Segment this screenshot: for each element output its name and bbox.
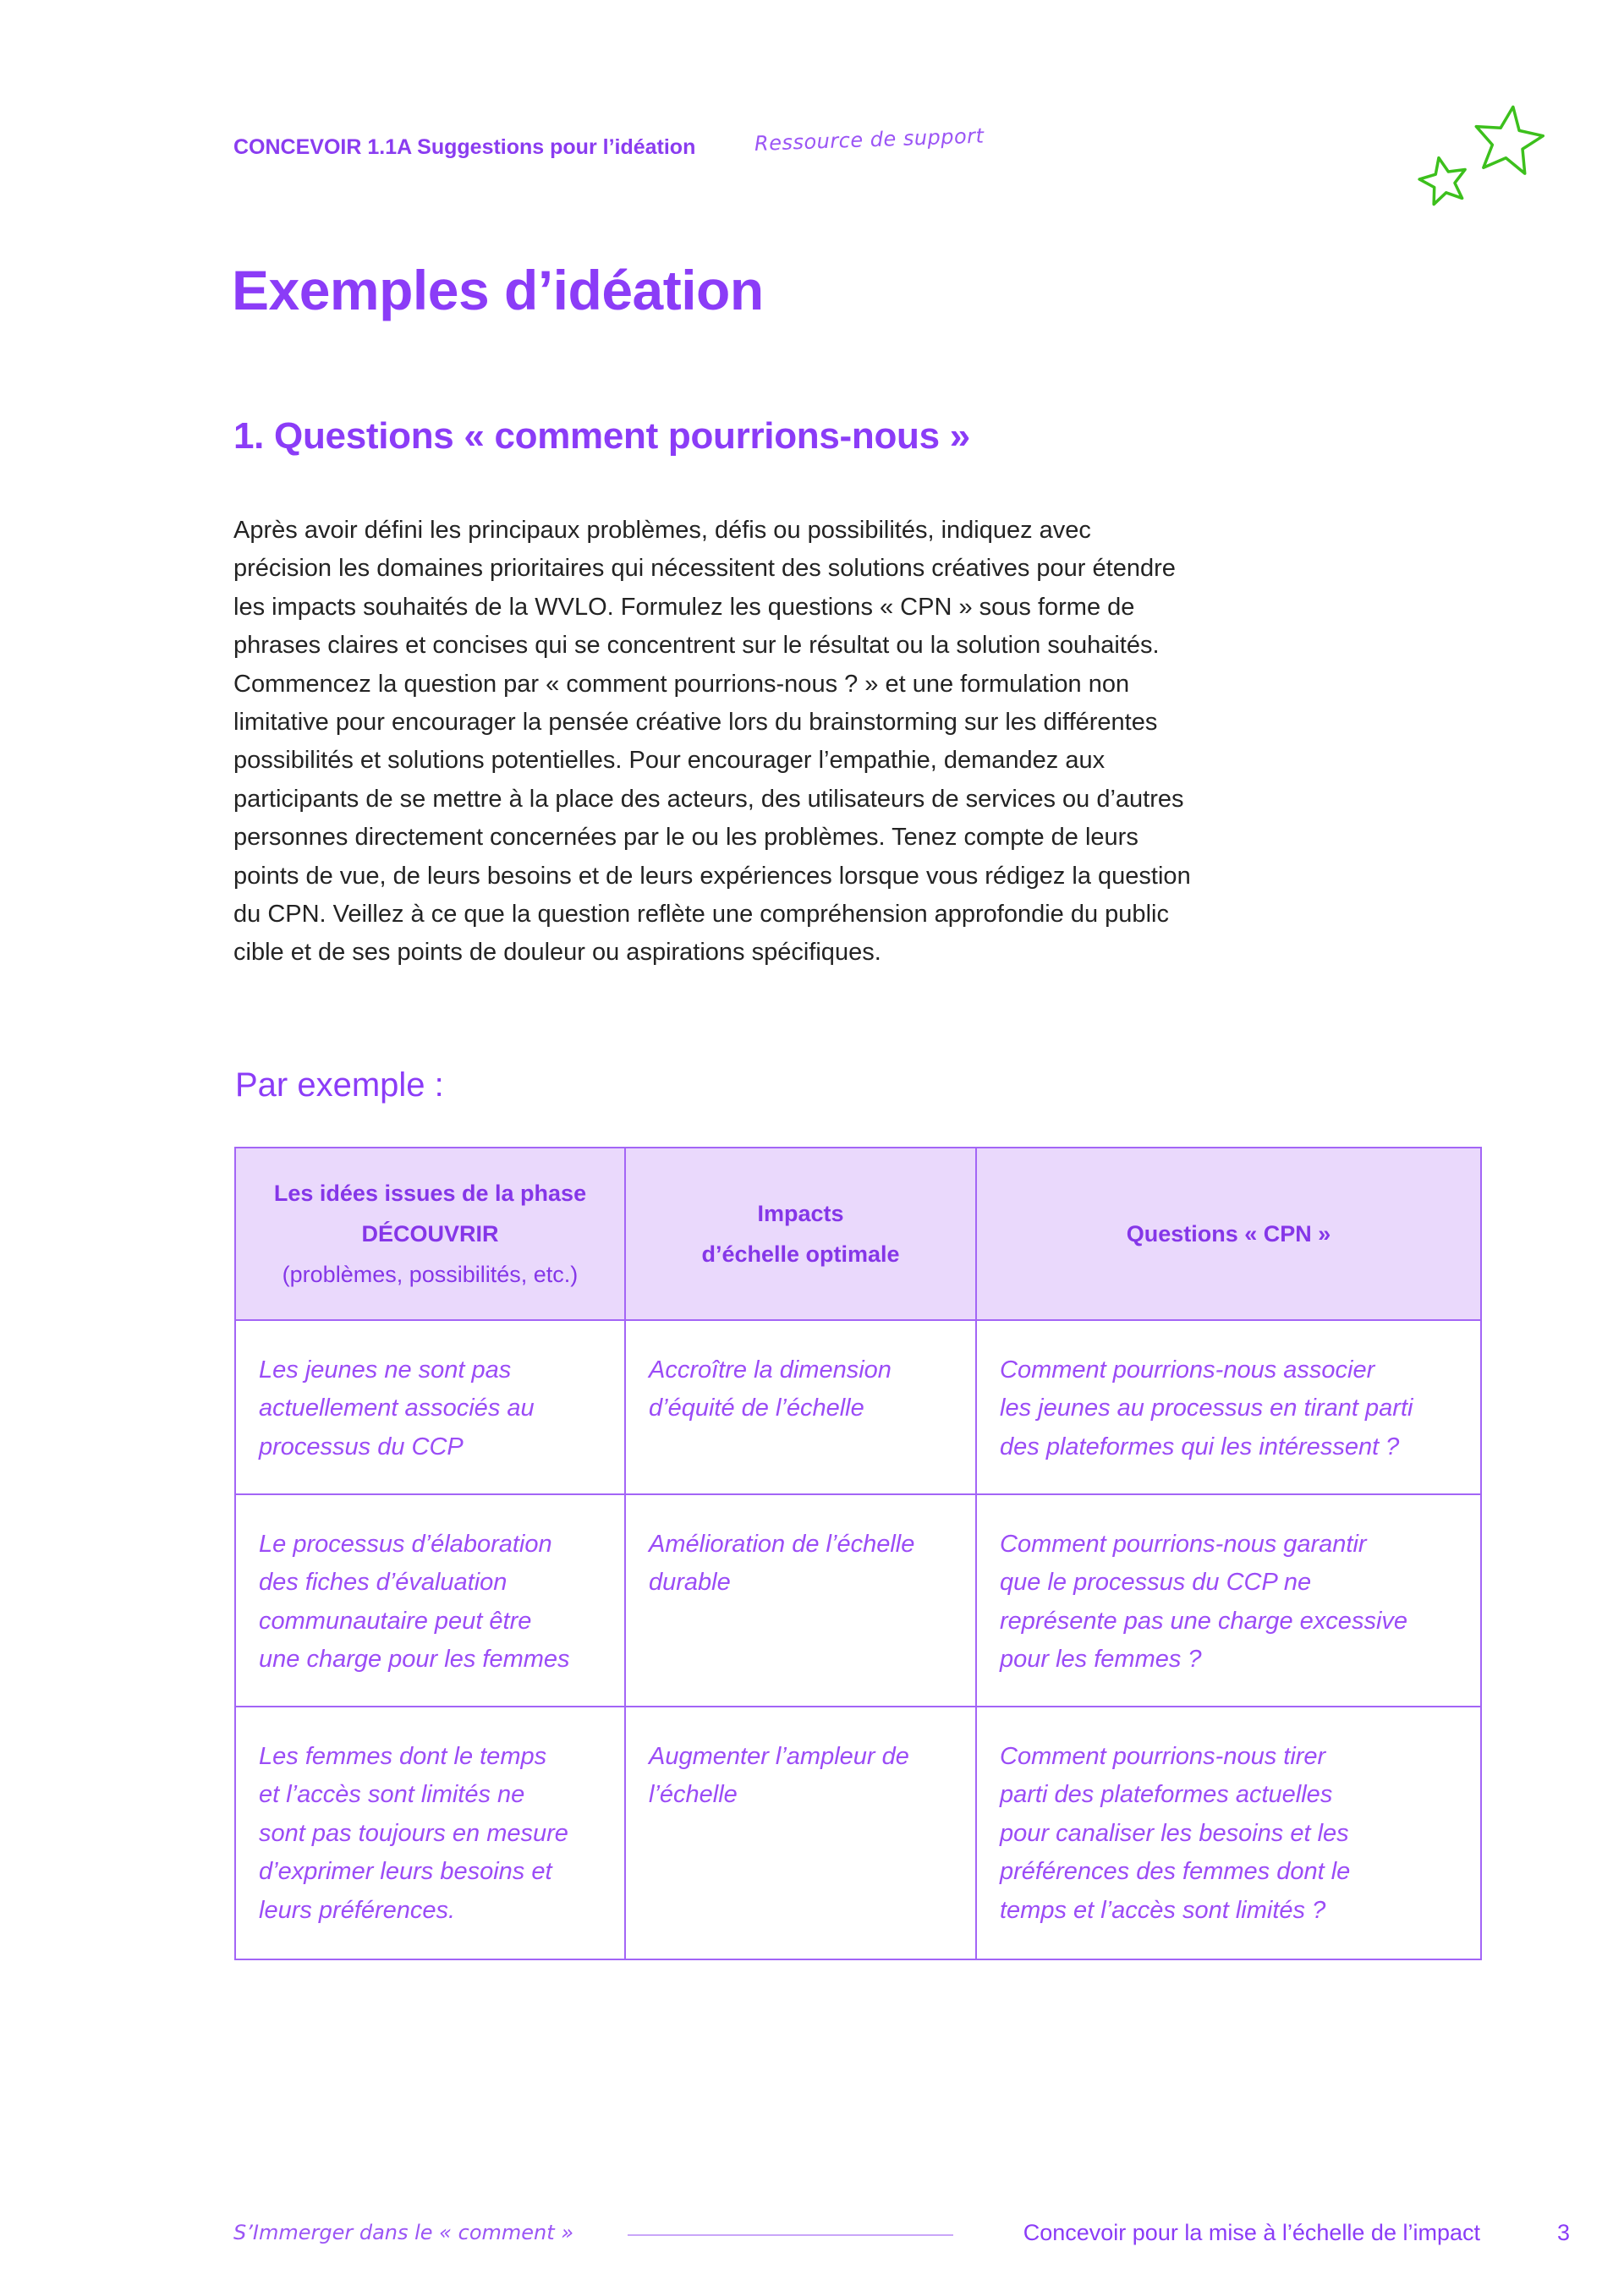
cell-line: Comment pourrions-nous associer (1000, 1356, 1375, 1384)
cell-line: Comment pourrions-nous tirer (1000, 1743, 1326, 1770)
section-body (233, 512, 1191, 973)
body-line: points de vue, de leurs besoins et de leurs expériences lorsque vous rédigez la question (233, 862, 1191, 890)
body-line: précision les domaines prioritaires qui nécessitent des solutions créatives pour étendre (233, 555, 1176, 583)
body-line: possibilités et solutions potentielles. Pour encourager l’empathie, demandez aux (233, 747, 1106, 775)
header-line: Impacts (757, 1201, 844, 1226)
cell-line: pour les femmes ? (1000, 1646, 1202, 1674)
cell-line: actuellement associés au (259, 1395, 535, 1422)
table-row (235, 1494, 1481, 1707)
footer-section-tag: S’Immerger dans le « comment » (233, 2221, 574, 2244)
cell-line: Comment pourrions-nous garantir (1000, 1531, 1367, 1558)
cell-idea (235, 1494, 625, 1707)
table-row (235, 1320, 1481, 1494)
header-line: Les idées issues de la phase (273, 1181, 587, 1206)
header-cell-impacts (625, 1148, 976, 1320)
cell-line: temps et l’accès sont limités ? (1000, 1896, 1326, 1924)
table-header-row (235, 1148, 1481, 1320)
header-note: (problèmes, possibilités, etc.) (282, 1262, 579, 1287)
body-line: cible et de ses points de douleur ou aspirations spécifiques. (233, 939, 881, 967)
header-cell-ideas (235, 1148, 625, 1320)
cell-line: sont pas toujours en mesure (259, 1819, 568, 1847)
cell-line: Amélioration de l’échelle (649, 1531, 915, 1558)
cell-line: Accroître la dimension (649, 1356, 892, 1384)
page-number: 3 (1556, 2220, 1570, 2245)
cell-line: processus du CCP (259, 1433, 464, 1460)
body-line: Commencez la question par « comment pourrions-nous ? » et une formulation non (233, 670, 1130, 698)
example-label: Par exemple : (235, 1066, 444, 1104)
cell-idea (235, 1707, 625, 1959)
body-line: les impacts souhaités de la WVLO. Formulez les questions « CPN » sous forme de (233, 593, 1135, 621)
header-line: d’échelle optimale (701, 1241, 900, 1267)
body-line: participants de se mettre à la place des acteurs, des utilisateurs de services ou d’autres (233, 785, 1184, 813)
cell-line: et l’accès sont limités ne (259, 1781, 525, 1809)
cell-line: l’échelle (649, 1781, 738, 1809)
cell-line: une charge pour les femmes (259, 1646, 570, 1674)
cell-line: durable (649, 1569, 731, 1597)
cell-line: leurs préférences. (259, 1896, 456, 1924)
running-head: CONCEVOIR 1.1A Suggestions pour l’idéation (233, 135, 696, 159)
cell-line: des plateformes qui les intéressent ? (1000, 1433, 1400, 1460)
cell-line: les jeunes au processus en tirant parti (1000, 1395, 1413, 1422)
ideation-table (234, 1147, 1482, 1960)
cell-line: préférences des femmes dont le (1000, 1858, 1351, 1886)
cell-question (976, 1707, 1481, 1959)
body-line: du CPN. Veillez à ce que la question reflète une compréhension approfondie du public (233, 901, 1169, 929)
cell-line: que le processus du CCP ne (1000, 1569, 1312, 1597)
cell-line: communautaire peut être (259, 1607, 532, 1635)
cell-line: parti des plateformes actuelles (1000, 1781, 1333, 1809)
page-title: Exemples d’idéation (232, 259, 764, 321)
resource-tag: Ressource de support (754, 123, 985, 156)
cell-line: Les femmes dont le temps (259, 1743, 547, 1770)
footer-divider (628, 2234, 953, 2236)
cell-line: Augmenter l’ampleur de (649, 1743, 909, 1770)
cell-line: d’équité de l’échelle (649, 1395, 864, 1422)
body-line: personnes directement concernées par le ou les problèmes. Tenez compte de leurs (233, 824, 1138, 852)
cell-line: des fiches d’évaluation (259, 1569, 508, 1597)
cell-idea (235, 1320, 625, 1494)
footer-document-title: Concevoir pour la mise à l’échelle de l’impact (1023, 2220, 1480, 2245)
table-row (235, 1707, 1481, 1959)
cell-impact (625, 1494, 976, 1707)
star-icon (1471, 102, 1547, 175)
stars-decoration (1404, 93, 1565, 220)
star-icon (1416, 153, 1471, 206)
cell-line: représente pas une charge excessive (1000, 1607, 1408, 1635)
body-line: limitative pour encourager la pensée créative lors du brainstorming sur les différentes (233, 709, 1158, 737)
body-line: Après avoir défini les principaux problèmes, défis ou possibilités, indiquez avec (233, 517, 1091, 544)
cell-impact (625, 1320, 976, 1494)
cell-line: d’exprimer leurs besoins et (259, 1858, 552, 1886)
cell-line: pour canaliser les besoins et les (1000, 1819, 1349, 1847)
section-heading: 1. Questions « comment pourrions-nous » (233, 415, 970, 457)
cell-impact (625, 1707, 976, 1959)
cell-line: Les jeunes ne sont pas (259, 1356, 512, 1384)
cell-line: Le processus d’élaboration (259, 1531, 552, 1558)
header-cell-questions (976, 1148, 1481, 1320)
cell-question (976, 1320, 1481, 1494)
cell-question (976, 1494, 1481, 1707)
header-line: Questions « CPN » (1126, 1221, 1331, 1247)
body-line: phrases claires et concises qui se concentrent sur le résultat ou la solution souhaités. (233, 632, 1160, 660)
header-line: DÉCOUVRIR (361, 1221, 499, 1247)
